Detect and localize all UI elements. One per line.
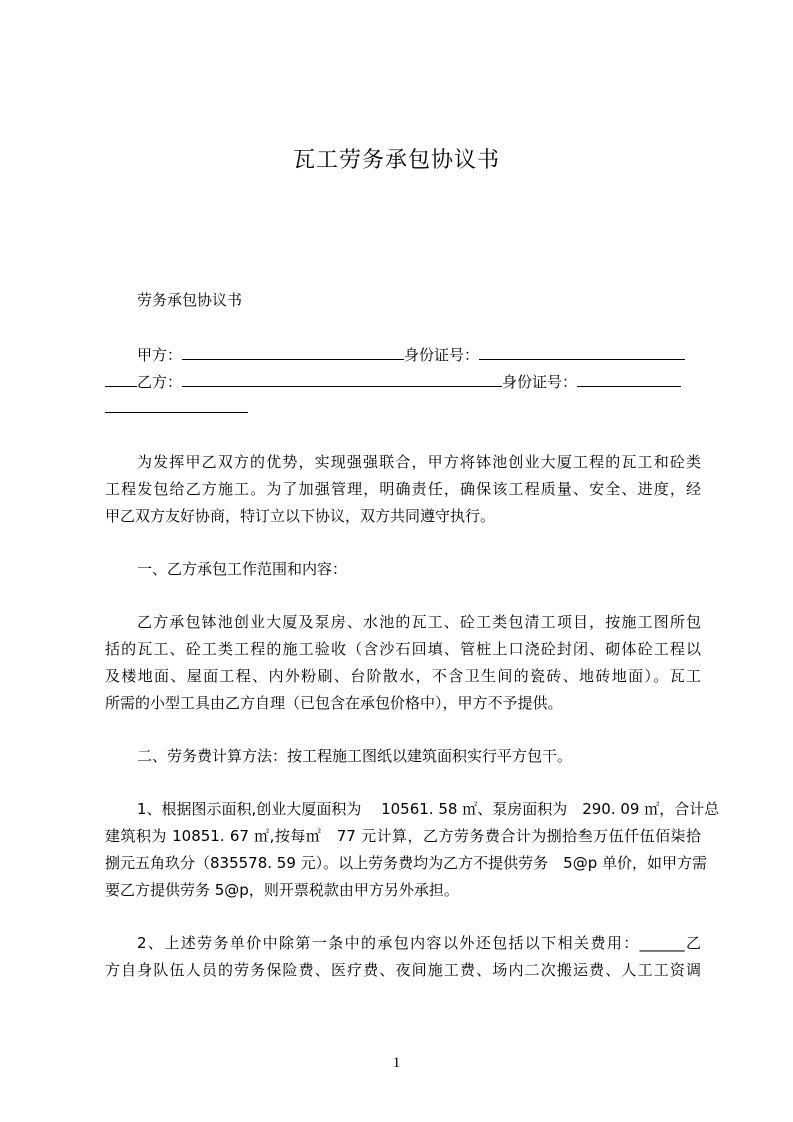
page-number: 1 xyxy=(392,1055,401,1071)
section-1-line: 乙方承包钵池创业大厦及泵房、水池的瓦工、砼工类包清工项目，按施工图所包 xyxy=(137,613,701,631)
section-1-line: 所需的小型工具由乙方自理（已包含在承包价格中），甲方不予提供。 xyxy=(105,694,563,712)
document-title: 瓦工劳务承包协议书 xyxy=(292,148,500,173)
para-intro-line: 为发挥甲乙双方的优势，实现强强联合，甲方将钵池创业大厦工程的瓦工和砼类 xyxy=(137,453,701,471)
id-a-blank[interactable] xyxy=(479,345,685,360)
clause-1-line: 建筑积为 10851. 67 ㎡,按每㎡ 77 元计算，乙方劳务费合计为捌拾叁万伍仟伍佰柒拾 xyxy=(105,827,701,845)
party-a-line xyxy=(137,345,701,365)
clause-2-line: 方自身队伍人员的劳务保险费、医疗费、夜间施工费、场内二次搬运费、人工工资调 xyxy=(105,961,701,979)
para-intro-line: 甲乙双方友好协商，特订立以下协议，双方共同遵守执行。 xyxy=(105,507,496,525)
subtitle: 劳务承包协议书 xyxy=(137,291,243,309)
para-intro-line: 工程发包给乙方施工。为了加强管理，明确责任，确保该工程质量、安全、进度，经 xyxy=(105,480,701,498)
clause-1-line: 捌元五角玖分（835578. 59 元）。以上劳务费均为乙方不提供劳务 5@p 单价，如甲方需 xyxy=(105,854,707,872)
clause-1-line: 1、根据图示面积,创业大厦面积为 10561. 58 ㎡、泵房面积为 290. 09 ㎡，合计总 xyxy=(137,800,720,818)
id-label-a: 身份证号： xyxy=(404,346,480,364)
party-b-label: 乙方： xyxy=(137,373,183,391)
section-2-heading: 二、劳务费计算方法：按工程施工图纸以建筑面积实行平方包干。 xyxy=(137,747,573,765)
clause-1-line: 要乙方提供劳务 5@p，则开票税款由甲方另外承担。 xyxy=(105,881,459,899)
party-a-label: 甲方： xyxy=(137,346,183,364)
id-label-b: 身份证号： xyxy=(502,373,578,391)
id-b-blank[interactable] xyxy=(577,372,681,387)
section-1-line: 括的瓦工、砼工类工程的施工验收（含沙石回填、管桩上口浇砼封闭、砌体砼工程以 xyxy=(105,640,701,658)
id-b-blank-cont xyxy=(105,398,701,418)
party-b-line xyxy=(105,372,701,392)
section-1-line: 及楼地面、屋面工程、内外粉刷、台阶散水，不含卫生间的瓷砖、地砖地面）。瓦工 xyxy=(105,667,701,685)
section-1-heading: 一、乙方承包工作范围和内容： xyxy=(137,560,348,578)
party-b-pre-blank xyxy=(105,372,137,387)
party-b-blank[interactable] xyxy=(182,372,502,387)
party-a-blank[interactable] xyxy=(182,345,404,360)
id-b-blank-continued[interactable] xyxy=(105,398,248,413)
clause-2-line: 2、上述劳务单价中除第一条中的承包内容以外还包括以下相关费用：______乙 xyxy=(137,934,701,952)
